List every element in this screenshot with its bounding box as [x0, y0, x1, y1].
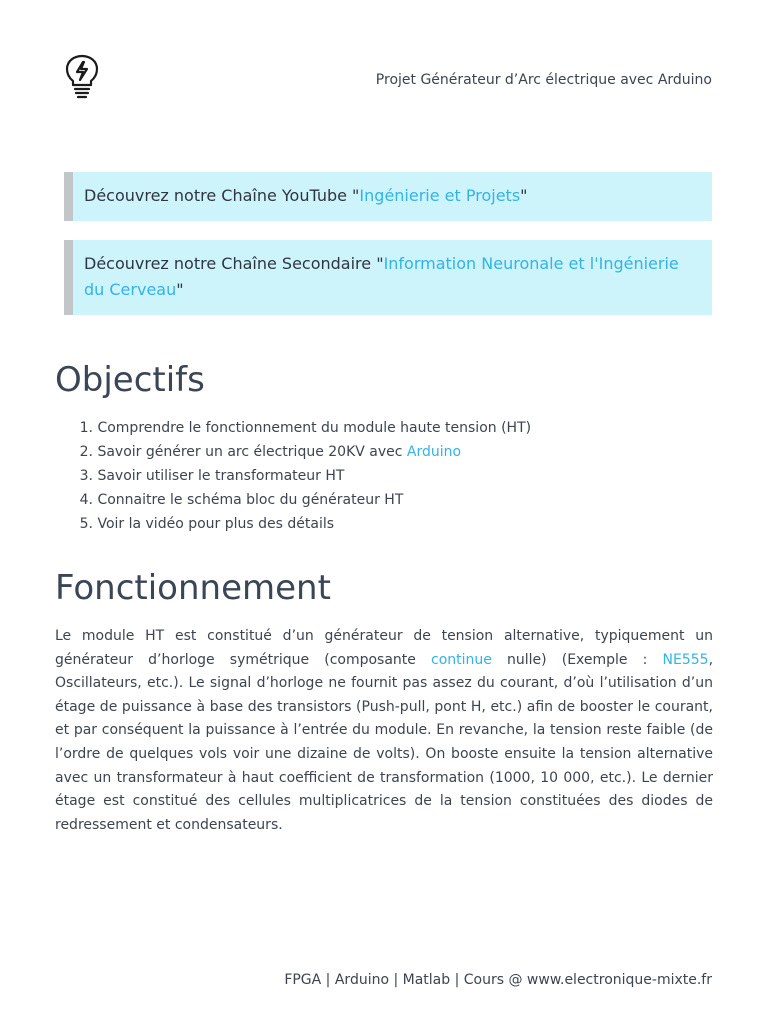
objectifs-heading: Objectifs: [55, 360, 205, 400]
callout-suffix: ": [176, 280, 184, 299]
paragraph-text: nulle) (Exemple :: [491, 651, 663, 668]
youtube-channel-link[interactable]: Ingénierie et Projets: [359, 186, 521, 205]
list-text: Savoir utiliser le transformateur HT: [97, 468, 345, 484]
secondary-channel-callout: [64, 240, 712, 315]
callout-prefix: Découvrez notre Chaîne YouTube ": [84, 186, 360, 205]
list-item: [55, 440, 715, 464]
objectifs-list: [55, 416, 715, 536]
list-number: 4.: [79, 492, 93, 508]
list-number: 3.: [79, 468, 93, 484]
fonctionnement-paragraph: [55, 625, 713, 837]
list-text: Savoir générer un arc électrique 20KV avec: [97, 444, 407, 460]
list-item: [55, 464, 715, 488]
youtube-channel-callout: [64, 172, 712, 221]
list-text: Voir la vidéo pour plus des détails: [97, 516, 335, 532]
continue-link[interactable]: continue: [431, 651, 492, 668]
secondary-channel-link[interactable]: Information Neuronale et l'Ingénierie du Cerveau: [84, 254, 679, 299]
lightbulb-bolt-icon: [64, 54, 100, 100]
list-text: Connaitre le schéma bloc du générateur HT: [97, 492, 404, 508]
footer-text: FPGA | Arduino | Matlab | Cours @ www.electronique-mixte.fr: [284, 972, 712, 988]
list-number: 2.: [79, 444, 93, 460]
callout-suffix: ": [520, 186, 528, 205]
list-item: [55, 416, 715, 440]
list-item: [55, 488, 715, 512]
header-title: Projet Générateur d’Arc électrique avec Arduino: [375, 72, 712, 88]
list-number: 5.: [79, 516, 93, 532]
list-item: [55, 512, 715, 536]
fonctionnement-heading: Fonctionnement: [55, 568, 331, 608]
paragraph-text: Le module HT est constitué d’un générateur de tension alternative, typiquement un générateur d’horloge symétrique (composante: [55, 628, 713, 668]
ne555-link[interactable]: NE555: [662, 651, 709, 668]
list-number: 1.: [79, 420, 93, 436]
list-text: Comprendre le fonctionnement du module haute tension (HT): [97, 420, 532, 436]
arduino-link[interactable]: Arduino: [406, 444, 462, 460]
callout-prefix: Découvrez notre Chaîne Secondaire ": [84, 254, 384, 273]
paragraph-text: , Oscillateurs, etc.). Le signal d’horloge ne fournit pas assez du courant, d’où l’utilisation d’un étage de puissance à base des transistors (Push-pull, pont H, etc.) afin de booster le courant, et par conséquent la puissance à l’entrée du module. En revanche, la tension reste faible (de l’ordre de quelques vols voir une dizaine de volts). On booste ensuite la tension alternative avec un transformateur à haut coefficient de transformation (1000, 10 000, etc.). Le dernier étage est constitué des cellules multiplicatrices de la tension constituées des diodes de redressement et condensateurs.: [55, 651, 714, 833]
